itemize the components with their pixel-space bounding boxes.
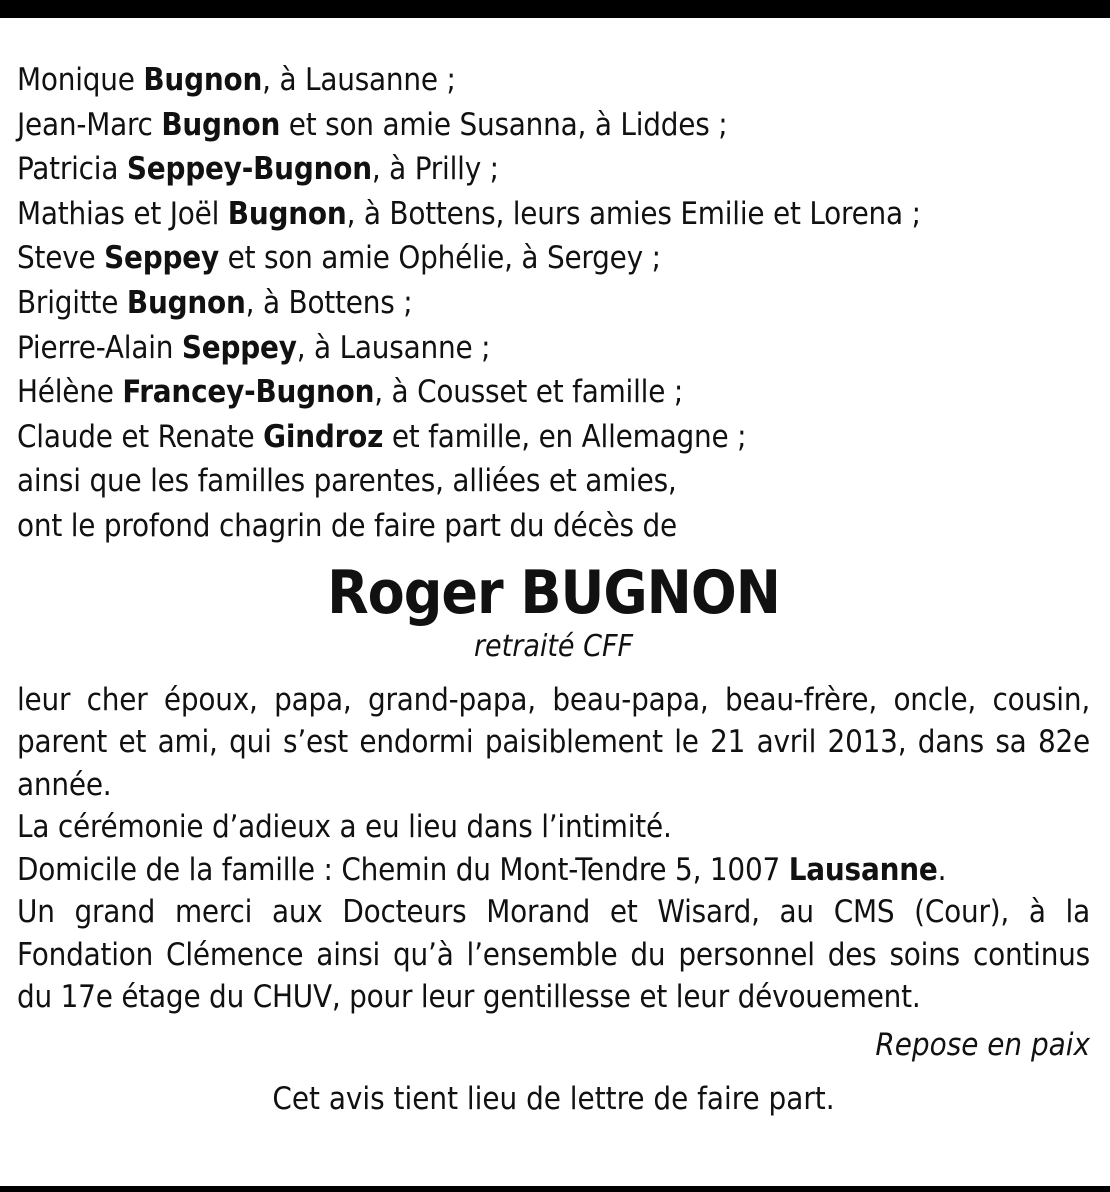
family-list (17, 58, 1090, 549)
family-line: ont le profond chagrin de faire part du décès de (17, 507, 678, 544)
family-line: Brigitte Bugnon, à Bottens ; (17, 284, 413, 321)
family-line: Claude et Renate Gindroz et famille, en Allemagne ; (17, 418, 747, 455)
obituary-notice (17, 58, 1090, 1121)
body-paragraph: Un grand merci aux Docteurs Morand et Wisard, au CMS (Cour), à la Fondation Clémence ainsi qu’à l’ensemble du personnel des soins continus du 17e étage du CHUV, pour leur gentillesse et leur dévouement. (17, 894, 1090, 1016)
notice-body (17, 679, 1090, 1019)
bottom-rule (0, 1186, 1110, 1192)
family-line: ainsi que les familles parentes, alliées et amies, (17, 463, 677, 500)
family-line: Mathias et Joël Bugnon, à Bottens, leurs amies Emilie et Lorena ; (17, 195, 921, 232)
deceased-title: retraité CFF (473, 628, 634, 664)
family-line: Monique Bugnon, à Lausanne ; (17, 62, 456, 98)
family-line: Pierre-Alain Seppey, à Lausanne ; (17, 329, 491, 366)
family-line: Hélène Francey-Bugnon, à Cousset et famille ; (17, 374, 684, 411)
top-rule (0, 0, 1110, 18)
family-address: Domicile de la famille : Chemin du Mont-Tendre 5, 1007 Lausanne. (17, 851, 947, 888)
body-paragraph: leur cher époux, papa, grand-papa, beau-papa, beau-frère, oncle, cousin, parent et ami, qui s’est endormi paisiblement le 21 avril 2013, dans sa 82e année. (17, 681, 1090, 803)
repose-en-paix: Repose en paix (875, 1026, 1090, 1063)
deceased-name: Roger BUGNON (327, 557, 780, 628)
family-line: Patricia Seppey-Bugnon, à Prilly ; (17, 151, 499, 188)
avis-note: Cet avis tient lieu de lettre de faire part. (272, 1080, 835, 1117)
family-line: Steve Seppey et son amie Ophélie, à Sergey ; (17, 240, 661, 277)
body-paragraph: La cérémonie d’adieux a eu lieu dans l’intimité. (17, 809, 672, 846)
family-line: Jean-Marc Bugnon et son amie Susanna, à Liddes ; (17, 106, 728, 143)
